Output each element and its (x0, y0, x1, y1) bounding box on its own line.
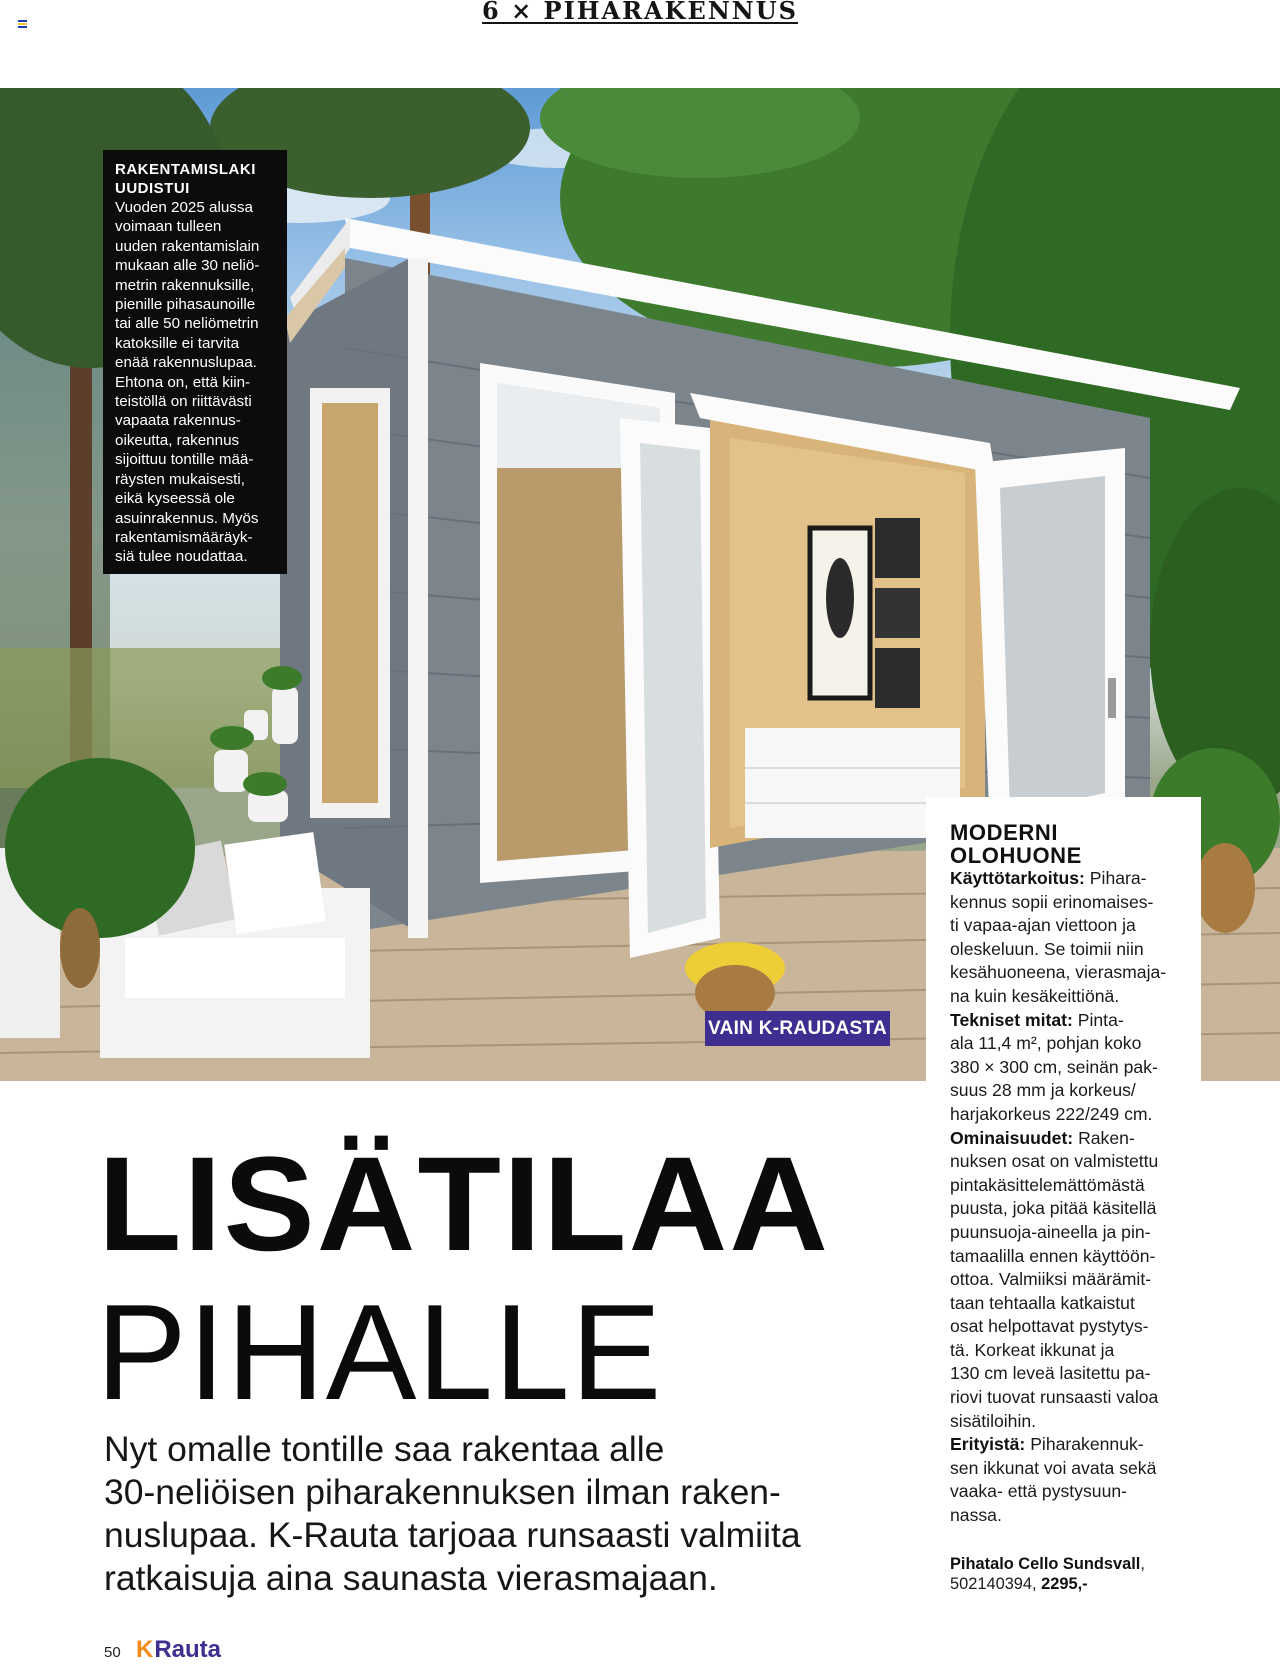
spec-title (950, 821, 1177, 867)
law-info-line: siä tulee noudattaa. (115, 548, 248, 566)
law-info-line: uuden rakentamislain (115, 237, 260, 255)
spec-features-line: Raken- (1078, 1127, 1135, 1148)
headline-primary: LISÄTILAA (98, 1130, 831, 1279)
spec-special-line: Piharakennuk- (1030, 1434, 1144, 1455)
law-info-line: voimaan tulleen (115, 218, 222, 236)
spec-purpose-line: na kuin kesäkeittiönä. (950, 985, 1120, 1006)
product-info: Pihatalo Cello Sundsvall, 502140394, 2295,- (950, 1554, 1145, 1593)
spec-features-line: puusta, joka pitää käsitellä (950, 1198, 1157, 1219)
law-info-box (103, 150, 287, 574)
spec-special-label: Erityistä: (950, 1434, 1026, 1455)
k-rauta-logo (136, 1638, 221, 1662)
spec-title-line: OLOHUONE (950, 843, 1082, 868)
spec-purpose-label: Käyttötarkoitus: (950, 868, 1085, 888)
spec-features (950, 1127, 1177, 1434)
law-info-line: pienille pihasaunoille (115, 296, 256, 314)
spec-dimensions (950, 1009, 1177, 1127)
product-name: Pihatalo Cello Sundsvall (950, 1554, 1141, 1573)
spec-features-line: nuksen osat on valmistettu (950, 1151, 1159, 1172)
section-title-text: 6 × PIHARAKENNUS (482, 0, 798, 25)
product-code: 502140394 (950, 1574, 1033, 1593)
law-info-title: RAKENTAMISLAKI UUDISTUI (115, 161, 256, 197)
spec-features-label: Ominaisuudet: (950, 1127, 1074, 1148)
product-spec-box (926, 797, 1201, 1609)
law-info-line: Ehtona on, että kiin- (115, 373, 251, 391)
law-info-line: vapaata rakennus- (115, 412, 241, 430)
product-price: 2295,- (1041, 1574, 1088, 1593)
law-info-line: eikä kyseessä ole (115, 490, 235, 508)
spec-features-line: sisätiloihin. (950, 1410, 1037, 1431)
law-info-line: metrin rakennuksille, (115, 276, 255, 294)
law-info-body (115, 198, 275, 567)
law-info-line: enää rakennuslupaa. (115, 354, 257, 372)
page-number: 50 (104, 1644, 121, 1661)
spec-features-line: tamaalilla ennen käyttöön- (950, 1245, 1156, 1266)
spec-purpose (950, 867, 1177, 1009)
lead-line: ratkaisuja aina saunasta vierasmajaan. (104, 1558, 718, 1598)
lead-line: 30-neliöisen piharakennuksen ilman raken- (104, 1472, 781, 1512)
spec-purpose-line: kesähuoneena, vierasmaja- (950, 962, 1167, 983)
spec-special-line: vaaka- että pystysuun- (950, 1481, 1128, 1502)
spec-special (950, 1433, 1177, 1527)
logo-text: Rauta (154, 1636, 222, 1663)
spec-features-line: riovi tuovat runsaasti valoa (950, 1387, 1159, 1408)
spec-features-line: puunsuoja-aineella ja pin- (950, 1221, 1151, 1242)
spec-features-line: ottoa. Valmiiksi määrämit- (950, 1269, 1152, 1290)
spec-purpose-line: kennus sopii erinomaises- (950, 891, 1154, 912)
spec-dimensions-line: harjakorkeus 222/249 cm. (950, 1103, 1153, 1124)
lead-paragraph (104, 1428, 844, 1600)
law-info-line: sijoittuu tontille mää- (115, 451, 254, 469)
spec-special-line: nassa. (950, 1505, 1002, 1526)
section-title (0, 0, 1280, 25)
headline-secondary: PIHALLE (96, 1276, 663, 1428)
spec-dimensions-line: 380 × 300 cm, seinän pak- (950, 1056, 1158, 1077)
spec-features-line: 130 cm leveä lasitettu pa- (950, 1363, 1151, 1384)
spec-features-line: pintakäsittelemättömästä (950, 1174, 1145, 1195)
law-info-line: asuinrakennus. Myös (115, 509, 259, 527)
law-info-line: oikeutta, rakennus (115, 431, 240, 449)
spec-features-line: tä. Korkeat ikkunat ja (950, 1339, 1115, 1360)
law-info-line: tai alle 50 neliömetrin (115, 315, 259, 333)
spec-purpose-line: Pihara- (1089, 868, 1147, 888)
spec-dimensions-label: Tekniset mitat: (950, 1009, 1073, 1030)
spec-dimensions-line: Pinta- (1077, 1009, 1124, 1030)
spec-purpose-line: oleskeluun. Se toimii niin (950, 938, 1144, 959)
logo-k: K (136, 1636, 154, 1663)
spec-features-line: taan tehtaalla katkaistut (950, 1292, 1135, 1313)
exclusive-badge: VAIN K-RAUDASTA (705, 1011, 890, 1046)
lead-line: nuslupaa. K-Rauta tarjoaa runsaasti valmiita (104, 1515, 801, 1555)
law-info-line: Vuoden 2025 alussa (115, 199, 253, 216)
law-info-line: teistöllä on riittävästi (115, 393, 252, 411)
spec-dimensions-line: suus 28 mm ja korkeus/ (950, 1080, 1136, 1101)
spec-dimensions-line: ala 11,4 m², pohjan koko (950, 1033, 1142, 1054)
law-info-line: rakentamismääräyk- (115, 528, 253, 546)
spec-features-line: osat helpottavat pystytys- (950, 1316, 1149, 1337)
law-info-line: mukaan alle 30 neliö- (115, 257, 260, 275)
spec-special-line: sen ikkunat voi avata sekä (950, 1457, 1157, 1478)
law-info-line: katoksille ei tarvita (115, 334, 240, 352)
spec-purpose-line: ti vapaa-ajan viettoon ja (950, 915, 1136, 936)
lead-line: Nyt omalle tontille saa rakentaa alle (104, 1429, 665, 1469)
spec-title-line: MODERNI (950, 820, 1059, 845)
law-info-line: räysten mukaisesti, (115, 470, 245, 488)
